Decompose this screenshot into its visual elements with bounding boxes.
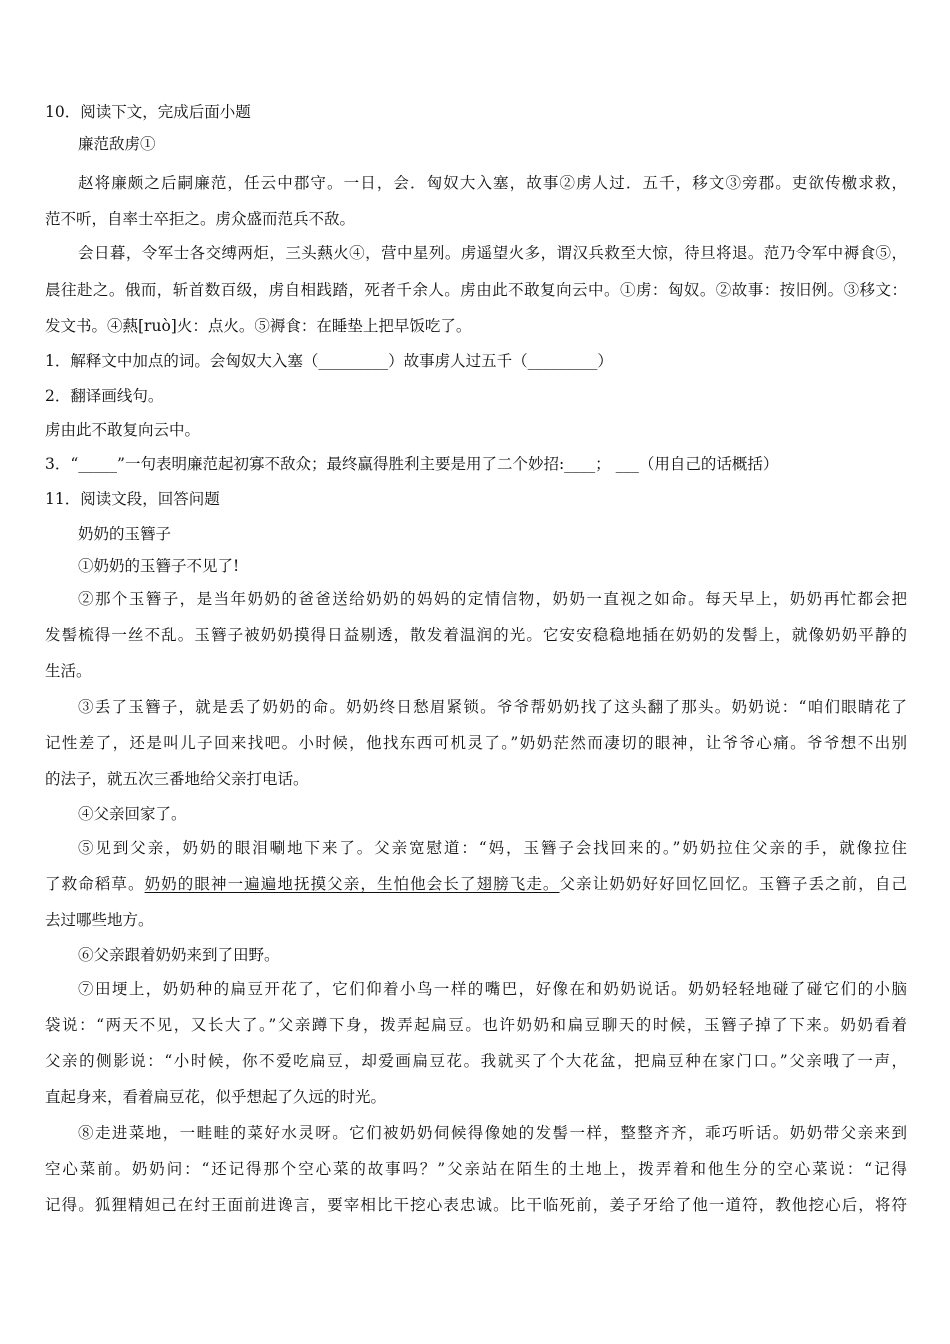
q10-paragraph-1-line-2: 范不听，自率士卒拒之。虏众盛而范兵不敌。 [45, 210, 356, 228]
q11-paragraph-5-line-1: ⑤见到父亲，奶奶的眼泪唰地下来了。父亲宽慰道：“妈，玉簪子会找回来的。”奶奶拉住父亲的手，就像拉住 [78, 839, 907, 857]
q10-passage-title: 廉范敌虏① [78, 135, 156, 153]
q11-paragraph-3-line-1: ③丢了玉簪子，就是丢了奶奶的命。奶奶终日愁眉紧锁。爷爷帮奶奶找了这头翻了那头。奶奶说：“咱们眼睛花了 [78, 698, 907, 716]
q11-paragraph-5-line-2 [45, 873, 907, 895]
q11-underlined-sentence: 奶奶的眼神一遍遍地抚摸父亲，生怕他会长了翅膀飞走。 [144, 875, 560, 893]
q11-paragraph-7-line-3: 父亲的侧影说：“小时候，你不爱吃扁豆，却爱画扁豆花。我就买了个大花盆，把扁豆种在家门口。”父亲哦了一声， [45, 1052, 907, 1070]
q11-paragraph-3-line-3: 的法子，就五次三番地给父亲打电话。 [45, 770, 309, 788]
q11-paragraph-2-line-1: ②那个玉簪子，是当年奶奶的爸爸送给奶奶的妈妈的定情信物，奶奶一直视之如命。每天早上，奶奶再忙都会把 [78, 590, 907, 608]
q11-passage-title: 奶奶的玉簪子 [78, 525, 172, 543]
q10-paragraph-2-line-3: 发文书。④爇[ruò]火：点火。⑤褥食：在睡垫上把早饭吃了。 [45, 317, 472, 335]
q11-paragraph-7-line-4: 直起身来，看着扁豆花，似乎想起了久远的时光。 [45, 1088, 387, 1106]
q10-subquestion-2: 2．翻译画线句。 [45, 387, 164, 405]
q11-paragraph-4: ④父亲回家了。 [78, 805, 187, 823]
q11-paragraph-2-line-2: 发髻梳得一丝不乱。玉簪子被奶奶摸得日益剔透，散发着温润的光。它安安稳稳地插在奶奶的发髻上，就像奶奶平静的 [45, 626, 907, 644]
q11-paragraph-8-line-2: 空心菜前。奶奶问：“还记得那个空心菜的故事吗？”父亲站在陌生的土地上，拨弄着和他生分的空心菜说：“记得 [45, 1160, 907, 1178]
q11-paragraph-5-line-2-end: 父亲让奶奶好好回忆回忆。玉簪子丢之前，自己 [559, 875, 907, 893]
q10-subquestion-3: 3．“_____”一句表明廉范起初寡不敌众；最终赢得胜利主要是用了二个妙招:____； ___（用自己的话概括） [45, 455, 779, 473]
q11-paragraph-6: ⑥父亲跟着奶奶来到了田野。 [78, 946, 280, 964]
q11-paragraph-7-line-2: 袋说：“两天不见，又长大了。”父亲蹲下身，拨弄起扁豆。也许奶奶和扁豆聊天的时候，玉簪子掉了下来。奶奶看着 [45, 1016, 907, 1034]
q11-paragraph-8-line-1: ⑧走进菜地，一畦畦的菜好水灵呀。它们被奶奶伺候得像她的发髻一样，整整齐齐，乖巧听话。奶奶带父亲来到 [78, 1124, 907, 1142]
q10-subquestion-1: 1．解释文中加点的词。会匈奴大入塞（_________）故事虏人过五千（_________） [45, 352, 613, 370]
q10-paragraph-2-line-1: 会日暮，令军士各交缚两炬，三头爇火④，营中星列。虏遥望火多，谓汉兵救至大惊，待旦将退。范乃令军中褥食⑤， [78, 244, 907, 262]
q11-heading: 11．阅读文段，回答问题 [45, 490, 220, 508]
q10-paragraph-2-line-2: 晨往赴之。俄而，斩首数百级，虏自相践踏，死者千余人。虏由此不敢复向云中。①虏：匈奴。②故事：按旧例。③移文： [45, 281, 907, 299]
q11-paragraph-7-line-1: ⑦田埂上，奶奶种的扁豆开花了，它们仰着小鸟一样的嘴巴，好像在和奶奶说话。奶奶轻轻地碰了碰它们的小脑 [78, 980, 907, 998]
q11-paragraph-1: ①奶奶的玉簪子不见了! [78, 557, 240, 575]
q11-paragraph-2-line-3: 生活。 [45, 662, 92, 680]
q11-paragraph-8-line-3: 记得。狐狸精妲己在纣王面前进谗言，要宰相比干挖心表忠诚。比干临死前，姜子牙给了他一道符，教他挖心后，将符 [45, 1196, 907, 1214]
q11-paragraph-5-line-3: 去过哪些地方。 [45, 911, 154, 929]
q11-paragraph-3-line-2: 记性差了，还是叫儿子回来找吧。小时候，他找东西可机灵了。”奶奶茫然而凄切的眼神，让爷爷心痛。爷爷想不出别 [45, 734, 907, 752]
q10-heading: 10．阅读下文，完成后面小题 [45, 103, 251, 121]
q11-paragraph-5-line-2-start: 了救命稻草。 [45, 875, 145, 893]
q10-subquestion-2-sentence: 虏由此不敢复向云中。 [45, 421, 201, 439]
q10-paragraph-1-line-1: 赵将廉颇之后嗣廉范，任云中郡守。一日，会．匈奴大入塞，故事②虏人过．五千，移文③旁郡。吏欲传檄求救， [78, 174, 907, 192]
